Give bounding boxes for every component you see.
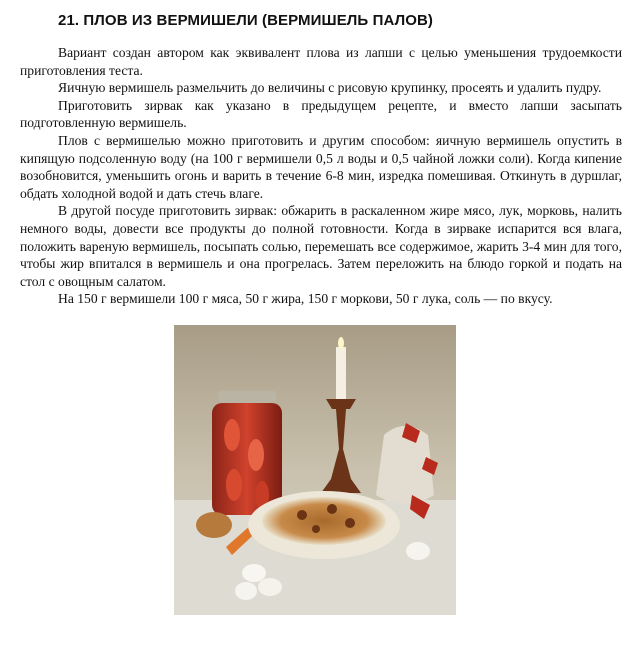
potato — [196, 512, 232, 538]
dish-photo — [174, 325, 456, 615]
pilaf — [262, 497, 386, 545]
tomato-jar — [212, 403, 282, 515]
egg — [406, 542, 430, 560]
paragraph-intro: Вариант создан автором как эквивалент плова из лапши с целью уменьшения трудоемкости приготовления теста. — [20, 45, 622, 78]
paragraph-ingredients: На 150 г вермишели 100 г мяса, 50 г жира, 150 г моркови, 50 г лука, соль — по вкусу. — [58, 291, 553, 307]
paragraph-vermicelli-prep: Яичную вермишель размельчить до величины с рисовую крупинку, просеять и удалить пудру. — [58, 80, 602, 96]
paragraph-zirvak: Приготовить зирвак как указано в предыдущем рецепте, и вместо лапши засыпать подготовленную вермишель. — [20, 97, 622, 131]
recipe-body — [20, 44, 622, 308]
egg — [258, 578, 282, 596]
candle — [336, 347, 346, 399]
candle-flame — [338, 337, 344, 349]
jar-lid — [218, 391, 276, 403]
egg — [235, 582, 257, 600]
recipe-title: 21. ПЛОВ ИЗ ВЕРМИШЕЛИ (ВЕРМИШЕЛЬ ПАЛОВ) — [58, 12, 433, 29]
paragraph-zirvak-method: В другой посуде приготовить зирвак: обжарить в раскаленном жире мясо, лук, морковь, налить немного воды, довести все продукты до полной готовности. Когда в зирваке испарится вся влага, положить вареную вермишель, посыпать солью, перемешать все содержимое, жарить 3-4 мин для того, чтобы жир впитался в вермишель и она прогрелась. Затем переложить на блюдо горкой и подать на стол с овощным салатом. — [20, 203, 622, 289]
paragraph-alternative-method: Плов с вермишелью можно приготовить и другим способом: яичную вермишель опустить в кипящую подсоленную воду (на 100 г вермишели 0,5 л воды и 0,5 чайной ложки соли). Когда кипение возобновится, уменьшить огонь и варить в течение 6-8 мин, изредка помешивая. Откинуть в дуршлаг, обдать холодной водой и дать стечь влаге. — [20, 132, 622, 201]
egg — [242, 564, 266, 582]
